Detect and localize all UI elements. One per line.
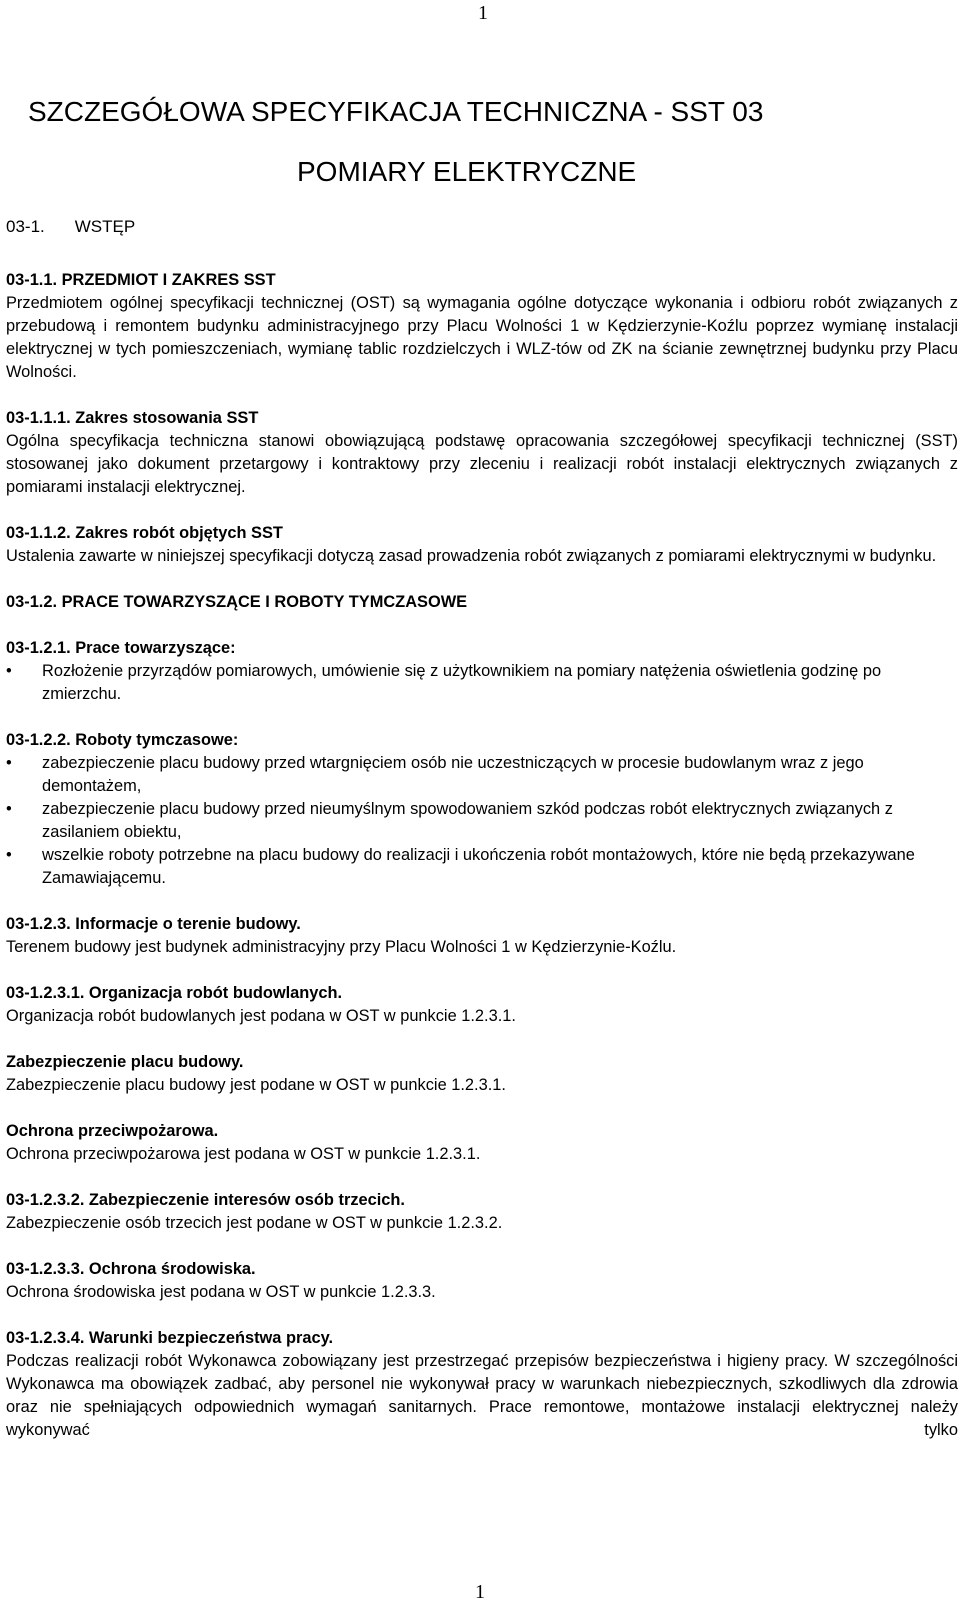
section-text: Terenem budowy jest budynek administracyjny przy Placu Wolności 1 w Kędzierzynie-Koźlu.	[6, 938, 677, 956]
section-text: Ochrona środowiska jest podana w OST w punkcie 1.2.3.3.	[6, 1283, 436, 1301]
page-number-top: 1	[478, 2, 488, 24]
section-text: Zabezpieczenie osób trzecich jest podane w OST w punkcie 1.2.3.2.	[6, 1214, 503, 1232]
section-zabezpieczenie	[6, 1051, 958, 1097]
section-1-2	[6, 591, 958, 614]
section-ochrona-ppoz	[6, 1120, 958, 1166]
section-text: Organizacja robót budowlanych jest podana w OST w punkcie 1.2.3.1.	[6, 1007, 516, 1025]
section-heading: 03-1.2.2. Roboty tymczasowe:	[6, 731, 239, 749]
list-item: • zabezpieczenie placu budowy przed nieumyślnym spowodowaniem szkód podczas robót elektrycznych związanych z zasilaniem obiektu,	[6, 798, 958, 844]
section-heading: 03-1.2.1. Prace towarzyszące:	[6, 639, 236, 657]
section-heading: Ochrona przeciwpożarowa.	[6, 1122, 219, 1140]
list-item: • zabezpieczenie placu budowy przed wtargnięciem osób nie uczestniczących w procesie budowlanym wraz z jego demontażem,	[6, 752, 958, 798]
section-heading: 03-1.1.1. Zakres stosowania SST	[6, 409, 259, 427]
section-1-2-3-1	[6, 982, 958, 1028]
section-heading: 03-1.2.3. Informacje o terenie budowy.	[6, 915, 301, 933]
section-1-2-3	[6, 913, 958, 959]
bullet-list	[6, 660, 958, 706]
section-1-2-1	[6, 637, 958, 706]
list-item: • Rozłożenie przyrządów pomiarowych, umówienie się z użytkownikiem na pomiary natężenia oświetlenia godzinę po zmierzchu.	[6, 660, 958, 706]
section-1-2-3-3	[6, 1258, 958, 1304]
section-1-1-2	[6, 522, 958, 568]
section-heading: 03-1.1.2. Zakres robót objętych SST	[6, 524, 283, 542]
section-text: Ustalenia zawarte w niniejszej specyfikacji dotyczą zasad prowadzenia robót związanych z pomiarami elektrycznymi w budynku.	[6, 547, 937, 565]
section-label: WSTĘP	[74, 217, 136, 236]
section-1-2-2	[6, 729, 958, 890]
section-1-2-3-4	[6, 1327, 958, 1442]
section-heading: 03-1.2.3.4. Warunki bezpieczeństwa pracy.	[6, 1329, 334, 1347]
document-subtitle: POMIARY ELEKTRYCZNE	[297, 156, 637, 187]
section-text: Ochrona przeciwpożarowa jest podana w OST w punkcie 1.2.3.1.	[6, 1145, 481, 1163]
section-1-2-3-2	[6, 1189, 958, 1235]
bullet-list	[6, 752, 958, 890]
section-1-1	[6, 269, 958, 384]
section-heading: 03-1.2.3.3. Ochrona środowiska.	[6, 1260, 256, 1278]
section-heading: 03-1.2. PRACE TOWARZYSZĄCE I ROBOTY TYMCZASOWE	[6, 593, 468, 611]
document-body	[6, 269, 958, 1465]
section-intro-heading	[6, 217, 135, 237]
section-1-1-1	[6, 407, 958, 499]
document-title: SZCZEGÓŁOWA SPECYFIKACJA TECHNICZNA - SST 03	[28, 96, 764, 127]
section-heading: 03-1.2.3.1. Organizacja robót budowlanych.	[6, 984, 343, 1002]
section-text: Ogólna specyfikacja techniczna stanowi obowiązującą podstawę opracowania szczegółowej specyfikacji technicznej (SST) stosowanej jako dokument przetargowy i kontraktowy przy zleceniu i realizacji robót instalacji elektrycznych związanych z pomiarami instalacji elektrycznej.	[6, 432, 958, 496]
page-number-bottom: 1	[475, 1581, 485, 1603]
section-text: Przedmiotem ogólnej specyfikacji technicznej (OST) są wymagania ogólne dotyczące wykonania i odbioru robót związanych z przebudową i remontem budynku administracyjnego przy Placu Wolności 1 w Kędzierzynie-Koźlu poprzez wymianę instalacji elektrycznej w tych pomieszczeniach, wymianę tablic rozdzielczych i WLZ-tów od ZK na ścianie zewnętrznej budynku przy Placu Wolności.	[6, 294, 958, 381]
list-item: • wszelkie roboty potrzebne na placu budowy do realizacji i ukończenia robót montażowych, które nie będą przekazywane Zamawiającemu.	[6, 844, 958, 890]
section-text: Podczas realizacji robót Wykonawca zobowiązany jest przestrzegać przepisów bezpieczeństwa i higieny pracy. W szczególności Wykonawca ma obowiązek zadbać, aby personel nie wykonywał pracy w warunkach niebezpiecznych, szkodliwych dla zdrowia oraz nie spełniających odpowiednich wymagań sanitarnych. Prace remontowe, montażowe instalacji elektrycznej należy wykonywać tylko	[6, 1352, 958, 1439]
section-number: 03-1.	[6, 217, 45, 236]
section-heading: 03-1.2.3.2. Zabezpieczenie interesów osób trzecich.	[6, 1191, 405, 1209]
section-heading: 03-1.1. PRZEDMIOT I ZAKRES SST	[6, 271, 276, 289]
section-heading: Zabezpieczenie placu budowy.	[6, 1053, 244, 1071]
section-text: Zabezpieczenie placu budowy jest podane w OST w punkcie 1.2.3.1.	[6, 1076, 506, 1094]
